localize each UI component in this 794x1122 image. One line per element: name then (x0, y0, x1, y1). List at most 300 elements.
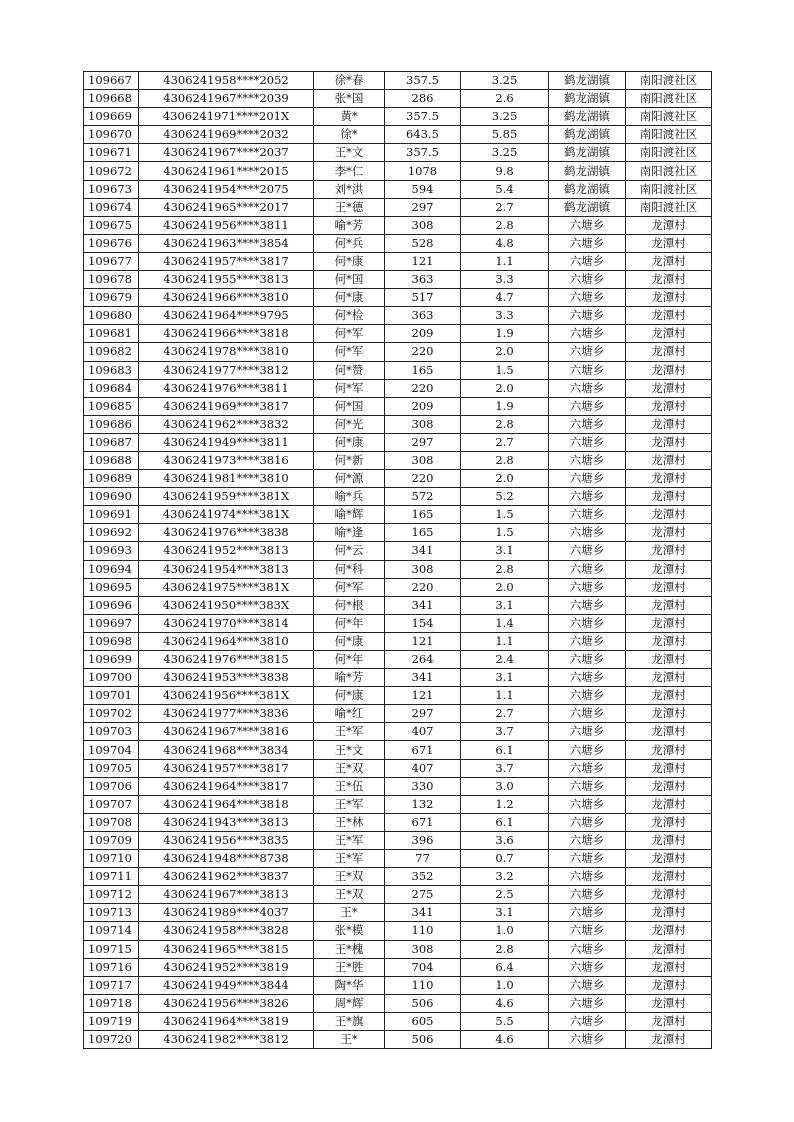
cell-town: 六塘乡 (549, 777, 626, 795)
cell-village: 龙潭村 (626, 234, 712, 252)
table-row (84, 669, 712, 687)
cell-town: 六塘乡 (549, 379, 626, 397)
table-row (84, 271, 712, 289)
cell-id: 109691 (84, 506, 139, 524)
cell-town: 六塘乡 (549, 651, 626, 669)
cell-name: 何*新 (314, 451, 385, 469)
cell-name: 何*年 (314, 651, 385, 669)
table-row (84, 687, 712, 705)
cell-name: 何*根 (314, 596, 385, 614)
cell-amount: 330 (385, 777, 461, 795)
cell-quantity: 2.7 (461, 705, 549, 723)
table-row (84, 723, 712, 741)
cell-quantity: 1.5 (461, 361, 549, 379)
cell-id: 109667 (84, 72, 139, 90)
cell-name: 徐* (314, 126, 385, 144)
cell-quantity: 3.1 (461, 904, 549, 922)
cell-amount: 396 (385, 831, 461, 849)
cell-amount: 220 (385, 470, 461, 488)
table-row (84, 922, 712, 940)
cell-town: 六塘乡 (549, 542, 626, 560)
cell-id-number: 4306241963****3854 (139, 234, 314, 252)
cell-village: 龙潭村 (626, 651, 712, 669)
cell-town: 六塘乡 (549, 940, 626, 958)
cell-quantity: 2.8 (461, 451, 549, 469)
cell-id: 109695 (84, 578, 139, 596)
cell-quantity: 4.7 (461, 289, 549, 307)
cell-quantity: 2.5 (461, 886, 549, 904)
cell-id: 109689 (84, 470, 139, 488)
table-row (84, 904, 712, 922)
cell-name: 王*双 (314, 868, 385, 886)
cell-town: 六塘乡 (549, 831, 626, 849)
cell-name: 王* (314, 904, 385, 922)
cell-amount: 363 (385, 307, 461, 325)
cell-quantity: 2.0 (461, 470, 549, 488)
table-row (84, 524, 712, 542)
cell-village: 龙潭村 (626, 868, 712, 886)
cell-town: 六塘乡 (549, 705, 626, 723)
cell-id-number: 4306241969****3817 (139, 397, 314, 415)
cell-id: 109706 (84, 777, 139, 795)
cell-quantity: 1.1 (461, 687, 549, 705)
cell-quantity: 6.4 (461, 958, 549, 976)
cell-id-number: 4306241956****3826 (139, 994, 314, 1012)
cell-quantity: 2.8 (461, 216, 549, 234)
cell-village: 南阳渡社区 (626, 180, 712, 198)
cell-id: 109698 (84, 632, 139, 650)
cell-town: 六塘乡 (549, 307, 626, 325)
table-row (84, 488, 712, 506)
cell-name: 黄* (314, 108, 385, 126)
cell-id: 109709 (84, 831, 139, 849)
cell-amount: 357.5 (385, 72, 461, 90)
cell-name: 王*旗 (314, 1012, 385, 1030)
cell-town: 六塘乡 (549, 488, 626, 506)
cell-name: 刘*洪 (314, 180, 385, 198)
cell-name: 喻*芳 (314, 669, 385, 687)
cell-quantity: 9.8 (461, 162, 549, 180)
table-row (84, 162, 712, 180)
cell-village: 龙潭村 (626, 741, 712, 759)
cell-village: 龙潭村 (626, 904, 712, 922)
cell-name: 张*模 (314, 922, 385, 940)
cell-quantity: 3.0 (461, 777, 549, 795)
cell-village: 龙潭村 (626, 361, 712, 379)
cell-name: 王*军 (314, 723, 385, 741)
cell-id: 109717 (84, 976, 139, 994)
cell-amount: 165 (385, 506, 461, 524)
cell-name: 何*科 (314, 560, 385, 578)
cell-quantity: 3.25 (461, 144, 549, 162)
cell-village: 龙潭村 (626, 976, 712, 994)
cell-name: 王* (314, 1030, 385, 1048)
table-row (84, 741, 712, 759)
cell-amount: 165 (385, 361, 461, 379)
cell-amount: 1078 (385, 162, 461, 180)
cell-id: 109708 (84, 813, 139, 831)
cell-name: 王*军 (314, 831, 385, 849)
cell-id-number: 4306241964****3818 (139, 795, 314, 813)
cell-amount: 341 (385, 904, 461, 922)
cell-quantity: 2.6 (461, 90, 549, 108)
cell-town: 六塘乡 (549, 415, 626, 433)
cell-village: 龙潭村 (626, 289, 712, 307)
cell-quantity: 2.8 (461, 560, 549, 578)
cell-id: 109682 (84, 343, 139, 361)
cell-id: 109671 (84, 144, 139, 162)
cell-id: 109690 (84, 488, 139, 506)
cell-town: 六塘乡 (549, 1030, 626, 1048)
cell-quantity: 4.6 (461, 994, 549, 1012)
cell-quantity: 2.4 (461, 651, 549, 669)
cell-quantity: 3.7 (461, 723, 549, 741)
cell-town: 六塘乡 (549, 1012, 626, 1030)
cell-village: 龙潭村 (626, 343, 712, 361)
cell-id-number: 4306241952****3813 (139, 542, 314, 560)
cell-amount: 209 (385, 325, 461, 343)
cell-quantity: 2.7 (461, 198, 549, 216)
cell-name: 何*康 (314, 433, 385, 451)
cell-town: 六塘乡 (549, 669, 626, 687)
cell-village: 龙潭村 (626, 252, 712, 270)
cell-village: 龙潭村 (626, 542, 712, 560)
cell-amount: 363 (385, 271, 461, 289)
table-row (84, 560, 712, 578)
cell-amount: 165 (385, 524, 461, 542)
cell-town: 六塘乡 (549, 433, 626, 451)
table-row (84, 632, 712, 650)
table-row (84, 506, 712, 524)
cell-amount: 506 (385, 1030, 461, 1048)
cell-id-number: 4306241956****3811 (139, 216, 314, 234)
cell-amount: 220 (385, 578, 461, 596)
cell-amount: 671 (385, 741, 461, 759)
cell-village: 龙潭村 (626, 451, 712, 469)
cell-amount: 275 (385, 886, 461, 904)
cell-town: 六塘乡 (549, 795, 626, 813)
cell-id-number: 4306241973****3816 (139, 451, 314, 469)
table-row (84, 705, 712, 723)
cell-amount: 594 (385, 180, 461, 198)
cell-quantity: 4.8 (461, 234, 549, 252)
cell-amount: 341 (385, 596, 461, 614)
cell-name: 何*康 (314, 289, 385, 307)
cell-id: 109719 (84, 1012, 139, 1030)
cell-quantity: 2.0 (461, 343, 549, 361)
cell-village: 龙潭村 (626, 705, 712, 723)
cell-town: 鹤龙湖镇 (549, 90, 626, 108)
cell-town: 六塘乡 (549, 850, 626, 868)
cell-village: 龙潭村 (626, 940, 712, 958)
cell-town: 六塘乡 (549, 596, 626, 614)
cell-name: 王*林 (314, 813, 385, 831)
cell-quantity: 1.4 (461, 614, 549, 632)
table-row (84, 958, 712, 976)
cell-town: 六塘乡 (549, 289, 626, 307)
cell-id-number: 4306241964****3819 (139, 1012, 314, 1030)
cell-id-number: 4306241954****3813 (139, 560, 314, 578)
cell-quantity: 1.5 (461, 524, 549, 542)
cell-amount: 352 (385, 868, 461, 886)
cell-id-number: 4306241964****3810 (139, 632, 314, 650)
cell-name: 何*源 (314, 470, 385, 488)
cell-name: 何*赞 (314, 361, 385, 379)
cell-id-number: 4306241981****3810 (139, 470, 314, 488)
cell-village: 龙潭村 (626, 958, 712, 976)
cell-id-number: 4306241969****2032 (139, 126, 314, 144)
table-row (84, 578, 712, 596)
cell-id-number: 4306241964****3817 (139, 777, 314, 795)
cell-id-number: 4306241953****3838 (139, 669, 314, 687)
table-row (84, 1012, 712, 1030)
cell-village: 龙潭村 (626, 669, 712, 687)
cell-name: 何*国 (314, 397, 385, 415)
cell-name: 何*国 (314, 271, 385, 289)
cell-village: 龙潭村 (626, 524, 712, 542)
cell-name: 何*军 (314, 578, 385, 596)
cell-id: 109694 (84, 560, 139, 578)
data-table (83, 71, 712, 1049)
cell-amount: 308 (385, 560, 461, 578)
cell-village: 龙潭村 (626, 578, 712, 596)
cell-id: 109713 (84, 904, 139, 922)
cell-amount: 297 (385, 433, 461, 451)
cell-quantity: 1.1 (461, 632, 549, 650)
cell-quantity: 1.5 (461, 506, 549, 524)
cell-village: 龙潭村 (626, 596, 712, 614)
table-row (84, 831, 712, 849)
cell-name: 徐*春 (314, 72, 385, 90)
cell-id: 109680 (84, 307, 139, 325)
cell-id-number: 4306241967****3813 (139, 886, 314, 904)
cell-id: 109699 (84, 651, 139, 669)
cell-town: 六塘乡 (549, 741, 626, 759)
cell-quantity: 1.9 (461, 397, 549, 415)
cell-name: 何*康 (314, 632, 385, 650)
cell-village: 龙潭村 (626, 470, 712, 488)
table-row (84, 126, 712, 144)
cell-quantity: 2.0 (461, 578, 549, 596)
cell-village: 龙潭村 (626, 687, 712, 705)
cell-amount: 643.5 (385, 126, 461, 144)
cell-id: 109716 (84, 958, 139, 976)
cell-amount: 308 (385, 216, 461, 234)
cell-id-number: 4306241943****3813 (139, 813, 314, 831)
cell-quantity: 2.8 (461, 940, 549, 958)
cell-amount: 297 (385, 198, 461, 216)
cell-town: 六塘乡 (549, 632, 626, 650)
cell-id-number: 4306241967****3816 (139, 723, 314, 741)
cell-town: 六塘乡 (549, 958, 626, 976)
cell-town: 六塘乡 (549, 524, 626, 542)
cell-amount: 341 (385, 669, 461, 687)
table-row (84, 397, 712, 415)
cell-amount: 77 (385, 850, 461, 868)
cell-amount: 132 (385, 795, 461, 813)
table-row (84, 289, 712, 307)
table-row (84, 614, 712, 632)
cell-village: 南阳渡社区 (626, 162, 712, 180)
cell-amount: 357.5 (385, 144, 461, 162)
cell-name: 王*德 (314, 198, 385, 216)
cell-village: 龙潭村 (626, 723, 712, 741)
table-row (84, 759, 712, 777)
cell-id: 109711 (84, 868, 139, 886)
cell-village: 龙潭村 (626, 433, 712, 451)
table-row (84, 433, 712, 451)
cell-village: 龙潭村 (626, 795, 712, 813)
table-row (84, 976, 712, 994)
cell-name: 何*康 (314, 252, 385, 270)
cell-id: 109679 (84, 289, 139, 307)
cell-id-number: 4306241965****3815 (139, 940, 314, 958)
cell-id-number: 4306241952****3819 (139, 958, 314, 976)
cell-name: 何*光 (314, 415, 385, 433)
cell-id: 109687 (84, 433, 139, 451)
table-row (84, 1030, 712, 1048)
cell-name: 何*军 (314, 379, 385, 397)
cell-id: 109678 (84, 271, 139, 289)
cell-amount: 286 (385, 90, 461, 108)
cell-village: 龙潭村 (626, 379, 712, 397)
table-row (84, 90, 712, 108)
cell-quantity: 4.6 (461, 1030, 549, 1048)
table-body (84, 72, 712, 1049)
cell-id-number: 4306241958****3828 (139, 922, 314, 940)
cell-amount: 121 (385, 632, 461, 650)
cell-village: 龙潭村 (626, 1030, 712, 1048)
cell-quantity: 3.1 (461, 542, 549, 560)
cell-id: 109696 (84, 596, 139, 614)
cell-id: 109707 (84, 795, 139, 813)
cell-amount: 704 (385, 958, 461, 976)
cell-quantity: 3.6 (461, 831, 549, 849)
cell-village: 龙潭村 (626, 850, 712, 868)
cell-town: 六塘乡 (549, 252, 626, 270)
cell-village: 南阳渡社区 (626, 72, 712, 90)
table-row (84, 144, 712, 162)
cell-name: 喻*逢 (314, 524, 385, 542)
cell-id-number: 4306241958****2052 (139, 72, 314, 90)
cell-id: 109704 (84, 741, 139, 759)
cell-town: 鹤龙湖镇 (549, 108, 626, 126)
cell-id: 109710 (84, 850, 139, 868)
cell-id-number: 4306241977****3812 (139, 361, 314, 379)
cell-id: 109712 (84, 886, 139, 904)
cell-quantity: 2.0 (461, 379, 549, 397)
table-row (84, 795, 712, 813)
table-row (84, 886, 712, 904)
cell-town: 六塘乡 (549, 325, 626, 343)
cell-town: 鹤龙湖镇 (549, 144, 626, 162)
cell-name: 喻*兵 (314, 488, 385, 506)
cell-quantity: 1.2 (461, 795, 549, 813)
cell-id: 109701 (84, 687, 139, 705)
cell-id: 109703 (84, 723, 139, 741)
cell-quantity: 3.3 (461, 307, 549, 325)
cell-name: 喻*红 (314, 705, 385, 723)
cell-id-number: 4306241959****381X (139, 488, 314, 506)
cell-id: 109715 (84, 940, 139, 958)
cell-id: 109714 (84, 922, 139, 940)
cell-town: 六塘乡 (549, 994, 626, 1012)
cell-quantity: 1.0 (461, 922, 549, 940)
cell-amount: 506 (385, 994, 461, 1012)
cell-amount: 517 (385, 289, 461, 307)
cell-amount: 110 (385, 976, 461, 994)
cell-name: 王*军 (314, 795, 385, 813)
cell-id-number: 4306241976****3838 (139, 524, 314, 542)
cell-id-number: 4306241966****3810 (139, 289, 314, 307)
cell-id-number: 4306241976****3815 (139, 651, 314, 669)
cell-quantity: 5.2 (461, 488, 549, 506)
cell-name: 李*仁 (314, 162, 385, 180)
cell-amount: 264 (385, 651, 461, 669)
cell-town: 六塘乡 (549, 560, 626, 578)
cell-id: 109676 (84, 234, 139, 252)
cell-id: 109675 (84, 216, 139, 234)
cell-id: 109686 (84, 415, 139, 433)
cell-town: 六塘乡 (549, 976, 626, 994)
cell-village: 龙潭村 (626, 488, 712, 506)
cell-id: 109681 (84, 325, 139, 343)
cell-id-number: 4306241957****3817 (139, 252, 314, 270)
cell-amount: 572 (385, 488, 461, 506)
cell-town: 六塘乡 (549, 904, 626, 922)
cell-quantity: 6.1 (461, 741, 549, 759)
cell-name: 何*云 (314, 542, 385, 560)
cell-town: 六塘乡 (549, 922, 626, 940)
table-row (84, 415, 712, 433)
cell-amount: 110 (385, 922, 461, 940)
cell-name: 陶*华 (314, 976, 385, 994)
cell-id-number: 4306241962****3837 (139, 868, 314, 886)
cell-quantity: 2.7 (461, 433, 549, 451)
cell-name: 喻*辉 (314, 506, 385, 524)
cell-id-number: 4306241954****2075 (139, 180, 314, 198)
cell-id-number: 4306241962****3832 (139, 415, 314, 433)
cell-town: 六塘乡 (549, 759, 626, 777)
cell-name: 王*双 (314, 886, 385, 904)
table-row (84, 777, 712, 795)
cell-id: 109668 (84, 90, 139, 108)
cell-amount: 407 (385, 759, 461, 777)
cell-id: 109683 (84, 361, 139, 379)
cell-amount: 220 (385, 343, 461, 361)
cell-town: 六塘乡 (549, 343, 626, 361)
cell-id: 109705 (84, 759, 139, 777)
table-row (84, 379, 712, 397)
cell-town: 六塘乡 (549, 234, 626, 252)
cell-village: 南阳渡社区 (626, 198, 712, 216)
table-row (84, 72, 712, 90)
cell-quantity: 3.1 (461, 596, 549, 614)
cell-town: 六塘乡 (549, 578, 626, 596)
cell-amount: 297 (385, 705, 461, 723)
cell-village: 龙潭村 (626, 813, 712, 831)
table-row (84, 180, 712, 198)
cell-village: 龙潭村 (626, 831, 712, 849)
cell-town: 鹤龙湖镇 (549, 180, 626, 198)
table-row (84, 596, 712, 614)
cell-town: 鹤龙湖镇 (549, 198, 626, 216)
table-row (84, 198, 712, 216)
cell-town: 六塘乡 (549, 361, 626, 379)
table-row (84, 252, 712, 270)
cell-town: 六塘乡 (549, 451, 626, 469)
cell-village: 龙潭村 (626, 777, 712, 795)
